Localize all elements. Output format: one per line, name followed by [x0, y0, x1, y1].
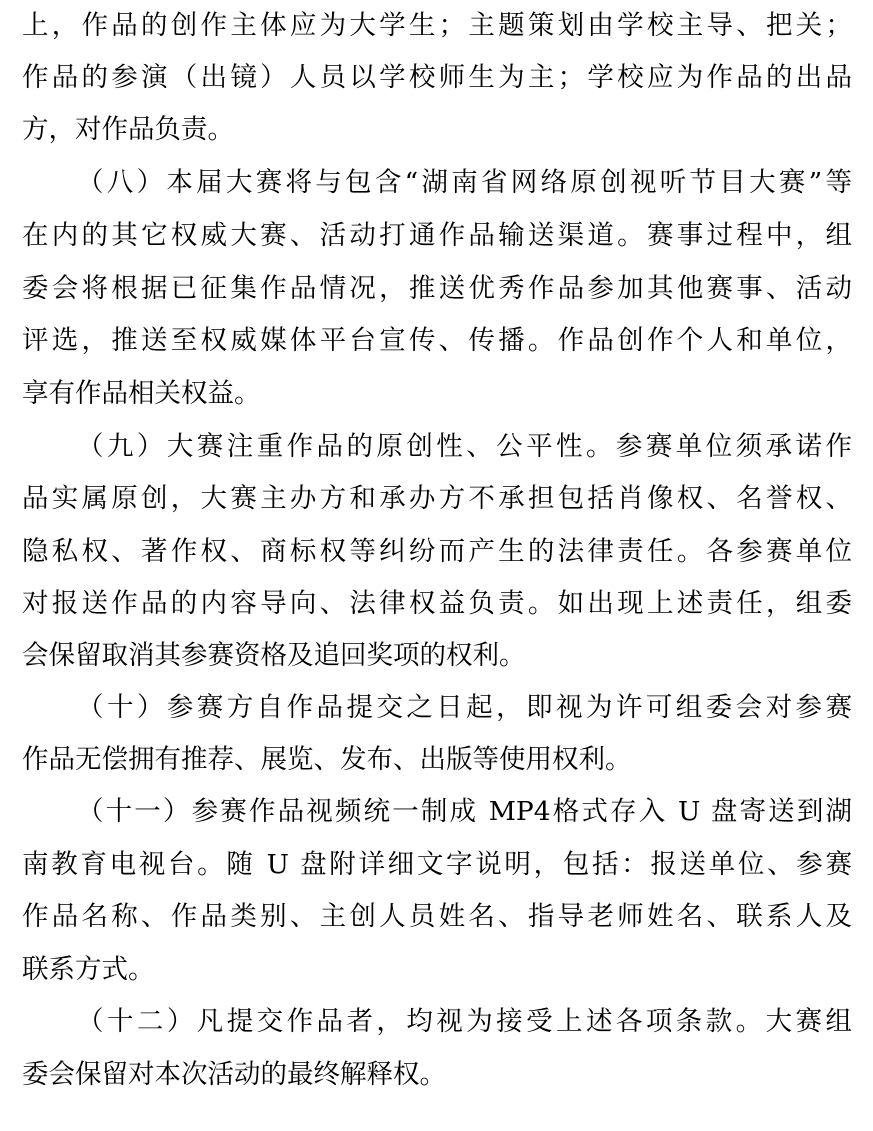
paragraph-first-line: （八）本届大赛将与包含“湖南省网络原创视听节目大赛”等: [77, 167, 852, 198]
paragraph-line: 方，对作品负责。: [22, 114, 234, 145]
paragraph-line: 评选，推送至权威媒体平台宣传、传播。作品创作个人和单位，: [22, 325, 852, 356]
paragraph-line: 作品名称、作品类别、主创人员姓名、指导老师姓名、联系人及: [22, 901, 852, 932]
paragraph-line: 隐私权、著作权、商标权等纠纷而产生的法律责任。各参赛单位: [22, 536, 852, 567]
paragraph-line: 作品无偿拥有推荐、展览、发布、出版等使用权利。: [22, 744, 632, 775]
paragraph-line: 联系方式。: [22, 954, 155, 985]
paragraph-line: 在内的其它权威大赛、活动打通作品输送渠道。赛事过程中，组: [22, 220, 852, 251]
paragraph-line: 会保留取消其参赛资格及追回奖项的权利。: [22, 640, 526, 671]
paragraph-first-line: （十二）凡提交作品者，均视为接受上述各项条款。大赛组: [77, 1006, 852, 1037]
paragraph-line: 委会保留对本次活动的最终解释权。: [22, 1059, 446, 1090]
paragraph-first-line: （十）参赛方自作品提交之日起，即视为许可组委会对参赛: [77, 692, 852, 723]
paragraph-first-line: （九）大赛注重作品的原创性、公平性。参赛单位须承诺作: [77, 431, 852, 462]
paragraph-line: 品实属原创，大赛主办方和承办方不承担包括肖像权、名誉权、: [22, 483, 852, 514]
paragraph-line: 委会将根据已征集作品情况，推送优秀作品参加其他赛事、活动: [22, 273, 852, 304]
paragraph-line: 享有作品相关权益。: [22, 378, 261, 409]
paragraph-first-line: （十一）参赛作品视频统一制成 MP4格式存入 U 盘寄送到湖: [77, 796, 852, 827]
paragraph-line: 对报送作品的内容导向、法律权益负责。如出现上述责任，组委: [22, 588, 852, 619]
paragraph-line: 作品的参演（出镜）人员以学校师生为主；学校应为作品的出品: [22, 62, 852, 93]
paragraph-line: 南教育电视台。随 U 盘附详细文字说明，包括：报送单位、参赛: [22, 849, 852, 880]
paragraph-line: 上，作品的创作主体应为大学生；主题策划由学校主导、把关；: [22, 10, 852, 41]
